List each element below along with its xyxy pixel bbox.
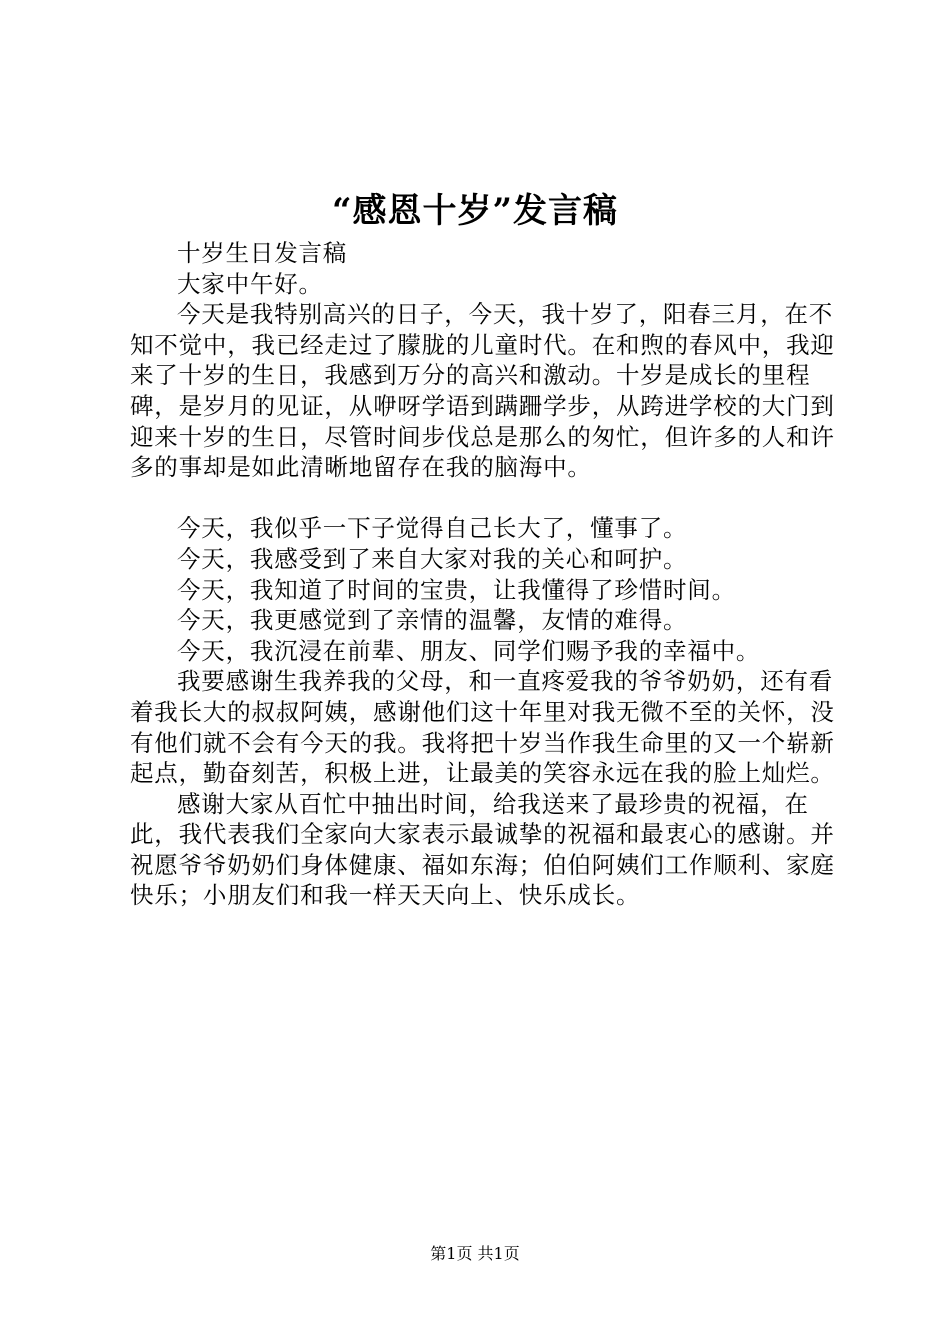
paragraph-greeting: 大家中午好。 bbox=[177, 269, 323, 298]
paragraph-today-2: 今天，我感受到了来自大家对我的关心和呵护。 bbox=[177, 544, 688, 573]
paragraph-today-5: 今天，我沉浸在前辈、朋友、同学们赐予我的幸福中。 bbox=[177, 636, 761, 665]
paragraph-today-3: 今天，我知道了时间的宝贵，让我懂得了珍惜时间。 bbox=[177, 575, 736, 604]
page-footer: 第1页 共1页 bbox=[430, 1244, 520, 1263]
document-body bbox=[130, 238, 842, 911]
document-title: “感恩十岁”发言稿 bbox=[331, 191, 619, 231]
paragraph-thanks-guests: 感谢大家从百忙中抽出时间，给我送来了最珍贵的祝福，在此，我代表我们全家向大家表示最诚挚的祝福和最衷心的感谢。并祝愿爷爷奶奶们身体健康、福如东海；伯伯阿姨们工作顺利、家庭快乐；小朋友们和我一样天天向上、快乐成长。 bbox=[130, 789, 835, 910]
paragraph-intro: 今天是我特别高兴的日子，今天，我十岁了，阳春三月，在不知不觉中，我已经走过了朦胧的儿童时代。在和煦的春风中，我迎来了十岁的生日，我感到万分的高兴和激动。十岁是成长的里程碑，是岁月的见证，从咿呀学语到蹒跚学步，从跨进学校的大门到迎来十岁的生日，尽管时间步伐总是那么的匆忙，但许多的人和许多的事却是如此清晰地留存在我的脑海中。 bbox=[130, 300, 835, 482]
paragraph-heading: 十岁生日发言稿 bbox=[177, 239, 348, 267]
paragraph-thanks-family: 我要感谢生我养我的父母，和一直疼爱我的爷爷奶奶，还有看着我长大的叔叔阿姨，感谢他们这十年里对我无微不至的关怀，没有他们就不会有今天的我。我将把十岁当作我生命里的又一个崭新起点，勤奋刻苦，积极上进，让最美的笑容永远在我的脸上灿烂。 bbox=[130, 667, 835, 788]
paragraph-today-4: 今天，我更感觉到了亲情的温馨，友情的难得。 bbox=[177, 606, 688, 635]
paragraph-today-1: 今天，我似乎一下子觉得自己长大了，懂事了。 bbox=[177, 514, 688, 543]
